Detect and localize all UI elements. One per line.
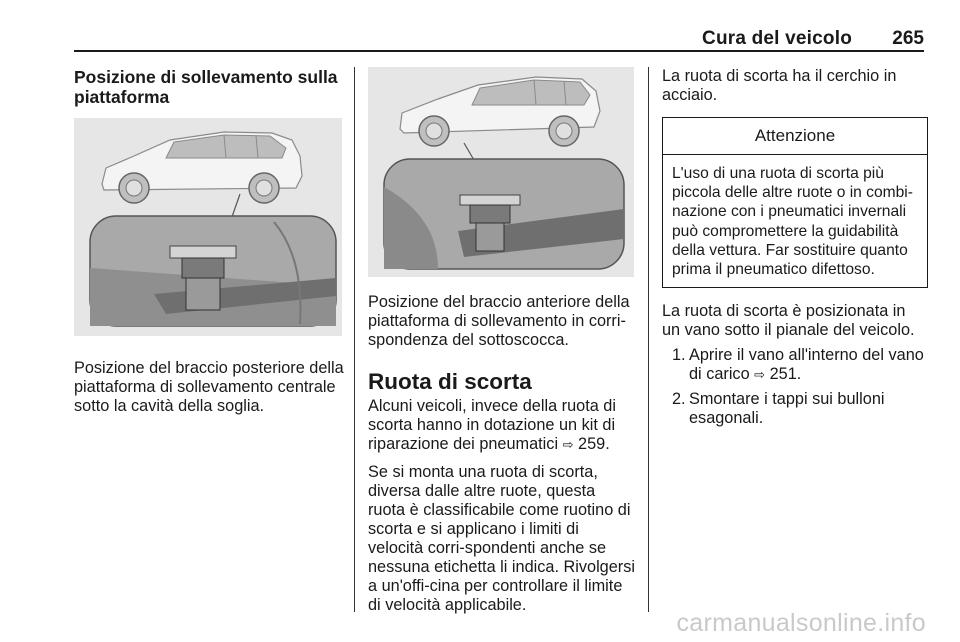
column-divider-left (354, 67, 355, 612)
header-rule (74, 50, 924, 52)
spare-wheel-section-title: Ruota di scorta (368, 369, 532, 394)
spare-wheel-location-paragraph: La ruota di scorta è posizionata in un vano sotto il pianale del veicolo. (662, 302, 915, 340)
front-lift-arm-illustration (368, 67, 634, 277)
spare-wheel-speed-paragraph: Se si monta una ruota di scorta, diversa dalle altre ruote, questa ruota è classificabile come ruotino di scorta e si applicano i limiti di velocità corri-spondenti anche se nessuna etichetta li indica. Rivolgersi a un'offi-cina per controllare il limite di velocità applicabile. (368, 463, 635, 614)
step-page-ref[interactable]: 251. (769, 365, 802, 384)
repair-kit-text: Alcuni veicoli, invece della ruota di scorta hanno in dotazione un kit di riparazione dei pneumatici (368, 397, 616, 453)
step-text: Smontare i tappi sui bulloni esagonali. (689, 390, 885, 428)
repair-kit-page-ref[interactable]: 259. (578, 435, 610, 453)
instruction-steps (662, 346, 928, 428)
warning-box (662, 117, 928, 288)
page-reference-icon: ⇨ (754, 367, 766, 383)
steel-rim-note: La ruota di scorta ha il cerchio in acciaio. (662, 67, 897, 104)
step-item (662, 346, 928, 384)
step-number: 2. (672, 390, 686, 409)
step-text: Aprire il vano all'interno del vano di carico (689, 346, 924, 384)
rear-lift-arm-illustration (74, 118, 342, 336)
page-number: 265 (892, 28, 924, 49)
warning-title: Attenzione (663, 118, 927, 155)
step-number: 1. (672, 346, 686, 365)
rear-lift-caption: Posizione del braccio posteriore della piattaforma di sollevamento centrale sotto la cavità della soglia. (74, 359, 344, 415)
column-divider-right (648, 67, 649, 612)
page-header-title: Cura del veicolo (702, 28, 852, 49)
site-watermark: carmanualsonline.info (676, 609, 926, 637)
column-2 (368, 67, 636, 615)
repair-kit-paragraph (368, 397, 636, 454)
lifting-position-heading: Posizione di sollevamento sulla piattaforma (74, 67, 338, 107)
front-lift-caption: Posizione del braccio anteriore della piattaforma di sollevamento in corri-spondenza del sottoscocca. (368, 293, 630, 349)
column-1 (74, 67, 344, 416)
column-3 (662, 67, 928, 434)
warning-body: L'uso di una ruota di scorta più piccola delle altre ruote o in combi-nazione con i pneumatici invernali può compromettere la guidabilità della vettura. Far sostituire quanto prima il pneumatico difettoso. (672, 165, 913, 279)
step-item (662, 390, 928, 428)
page-reference-icon: ⇨ (562, 437, 574, 452)
